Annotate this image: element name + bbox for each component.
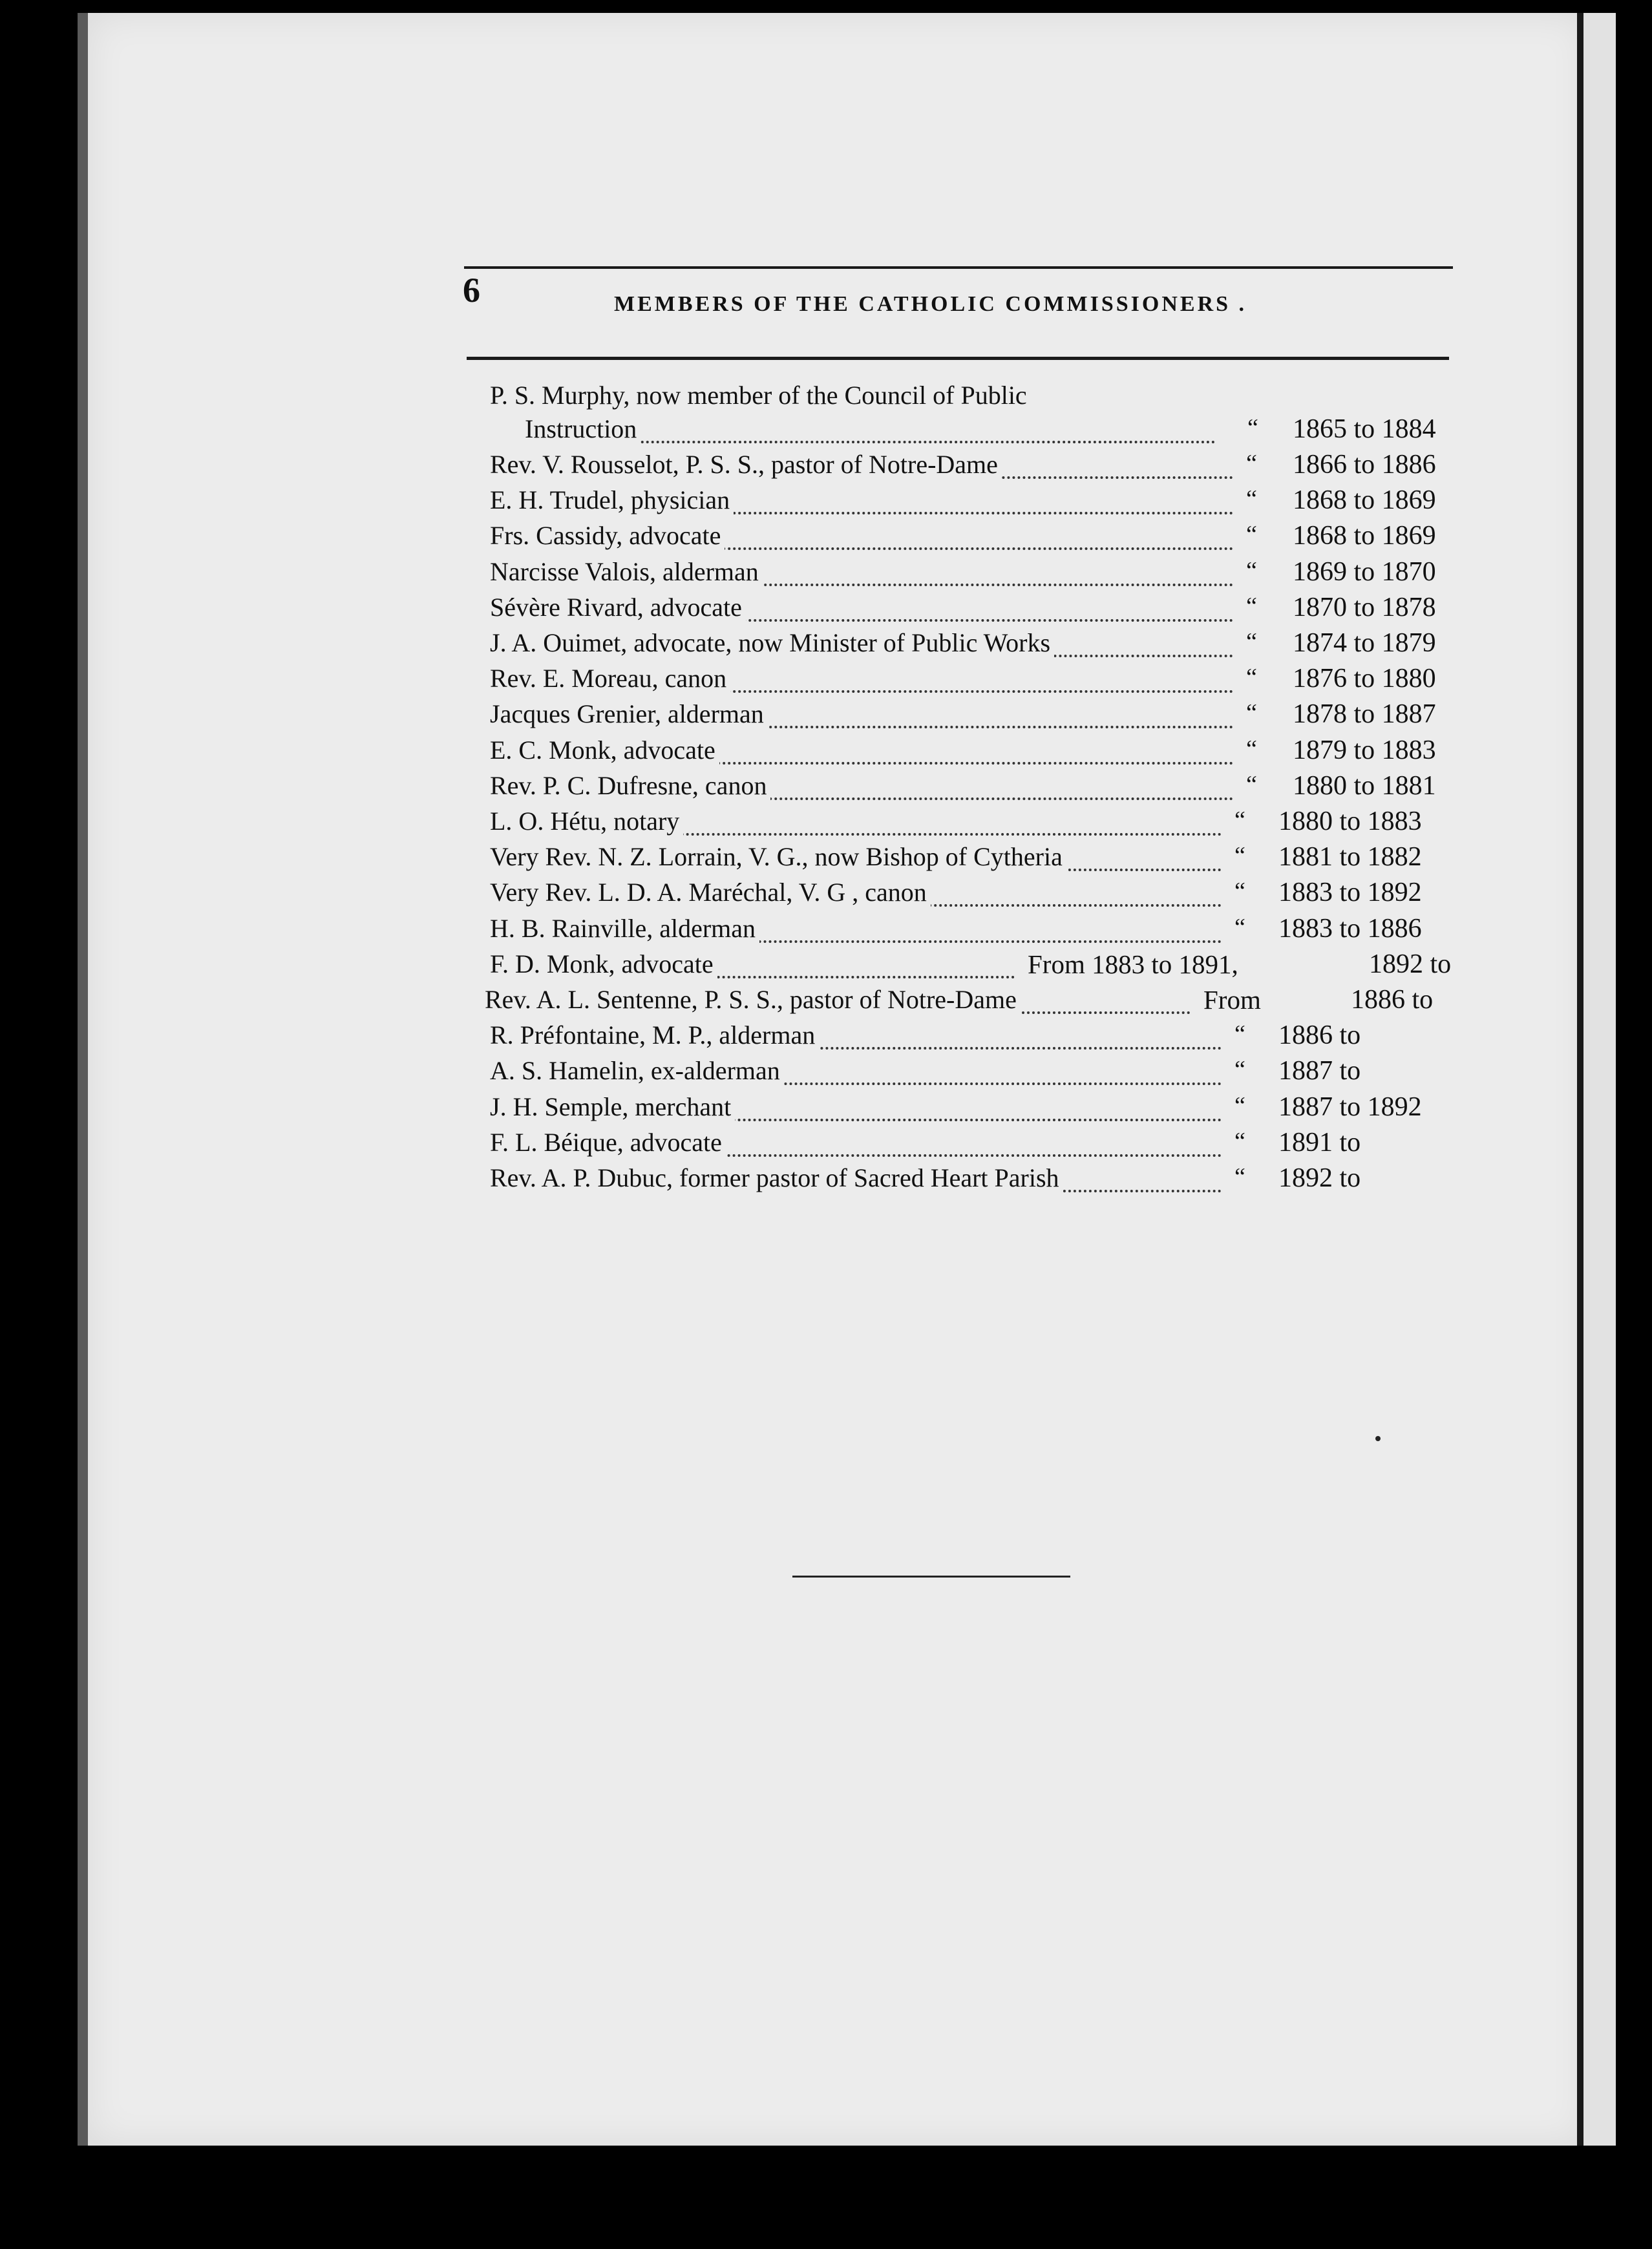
entry-years: 1870 to 1878 [1293,592,1436,622]
scan-border-bottom [0,2146,1652,2249]
entry-years: 1868 to 1869 [1293,521,1436,551]
entry-years: 1892 to [1369,949,1452,979]
entry-years: 1892 to [1278,1163,1361,1193]
ditto-mark: “ [1246,521,1257,549]
from-label: From 1883 to 1891, [1028,949,1238,979]
entry-years: 1868 to 1869 [1293,485,1436,516]
ditto-mark: “ [1246,556,1257,584]
stray-mark [1375,1436,1381,1441]
ditto-mark: “ [1234,1163,1245,1190]
ditto-mark: “ [1247,414,1258,441]
entry-name: E. C. Monk, advocate [490,735,719,765]
entry-name: H. B. Rainville, alderman [490,914,759,943]
ditto-mark: “ [1234,1056,1245,1084]
entry-name: Frs. Cassidy, advocate [490,521,725,550]
entry-name: R. Préfontaine, M. P., alderman [490,1020,819,1050]
entry-years: 1887 to 1892 [1278,1092,1422,1122]
ditto-mark: “ [1246,450,1257,477]
entry-years: 1866 to 1886 [1293,450,1436,480]
ditto-mark: “ [1246,628,1257,655]
entry-years: 1878 to 1887 [1293,699,1436,730]
entry-years: 1891 to [1278,1127,1361,1157]
entry-name: Rev. E. Moreau, canon [490,664,730,693]
entry-name: Rev. A. P. Dubuc, former pastor of Sacred Heart Parish [490,1163,1063,1192]
entry-name: Instruction [525,414,641,443]
ditto-mark: “ [1246,735,1257,763]
ditto-mark: “ [1234,842,1245,870]
entry-name: J. H. Semple, merchant [490,1092,735,1121]
entry-name: Rev. A. L. Sentenne, P. S. S., pastor of Notre-Dame [485,985,1021,1014]
entry-years: 1876 to 1880 [1293,664,1436,694]
entry-name: E. H. Trudel, physician [490,485,734,514]
entry-years: 1880 to 1883 [1278,807,1422,836]
entry-years: 1886 to [1278,1020,1361,1051]
entry-years: 1880 to 1881 [1293,770,1436,801]
entry-name: Very Rev. L. D. A. Maréchal, V. G , canon [490,878,931,907]
entry-years: 1874 to 1879 [1293,628,1436,658]
header-rule-bottom [467,357,1449,360]
entry-name: Rev. P. C. Dufresne, canon [490,771,770,800]
entry-line1: P. S. Murphy, now member of the Council of Public [490,381,1031,410]
entry-years: 1886 to [1351,985,1434,1015]
entry-name: A. S. Hamelin, ex-alderman [490,1056,784,1085]
ditto-mark: “ [1234,878,1245,905]
entry-years: 1883 to 1892 [1278,878,1422,908]
entry-years: 1881 to 1882 [1278,842,1422,872]
page-title: MEMBERS OF THE CATHOLIC COMMISSIONERS . [614,292,1247,316]
ditto-mark: “ [1234,913,1245,941]
entry-years: 1865 to 1884 [1293,414,1436,444]
section-divider [792,1576,1070,1578]
ditto-mark: “ [1246,485,1257,513]
entry-name: F. L. Béique, advocate [490,1128,726,1157]
ditto-mark: “ [1234,1092,1245,1119]
from-label: From [1203,985,1261,1015]
ditto-mark: “ [1234,1127,1245,1155]
entry-name: L. O. Hétu, notary [490,807,683,836]
ditto-mark: “ [1246,699,1257,727]
entry-years: 1879 to 1883 [1293,735,1436,765]
ditto-mark: “ [1246,770,1257,798]
entry-name: Rev. V. Rousselot, P. S. S., pastor of Notre-Dame [490,450,1002,479]
scan-border-right [1616,0,1652,2249]
entry-name: Jacques Grenier, alderman [490,699,768,728]
ditto-mark: “ [1234,807,1245,834]
entry-name: F. D. Monk, advocate [490,949,717,978]
entry-name: Sévère Rivard, advocate [490,593,746,622]
entry-years: 1883 to 1886 [1278,913,1422,944]
entry-name: Very Rev. N. Z. Lorrain, V. G., now Bishop of Cytheria [490,842,1066,871]
entry-name: J. A. Ouimet, advocate, now Minister of Public Works [490,628,1054,657]
entry-years: 1869 to 1870 [1293,556,1436,587]
header-rule-top [464,266,1453,269]
page-number: 6 [463,271,480,310]
ditto-mark: “ [1246,592,1257,620]
entry-years: 1887 to [1278,1056,1361,1086]
ditto-mark: “ [1234,1020,1245,1048]
ditto-mark: “ [1246,664,1257,692]
entry-name: Narcisse Valois, alderman [490,557,763,586]
